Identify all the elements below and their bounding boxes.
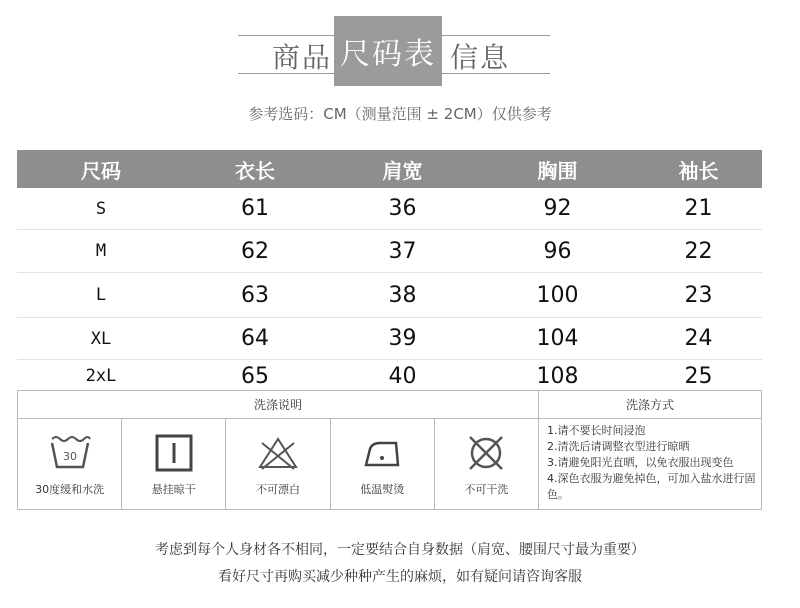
care-notes: [547, 423, 759, 503]
wash-30-icon: [48, 433, 92, 473]
care-instructions-header: 洗涤说明: [18, 391, 539, 419]
care-item-no-dry-clean: [435, 419, 539, 509]
cell-shoulder: 37: [388, 238, 417, 264]
table-row: [17, 188, 762, 230]
cell-length: 61: [241, 196, 269, 221]
care-label: 不可漂白: [256, 483, 300, 496]
cell-length: 65: [241, 363, 269, 389]
cell-shoulder: 39: [388, 326, 417, 351]
no-bleach-icon: [256, 433, 300, 473]
cell-shoulder: 36: [388, 196, 417, 221]
header-chest: 胸围: [537, 158, 578, 183]
care-label: 不可干洗: [464, 483, 509, 496]
cell-length: 64: [241, 326, 269, 351]
footer-note-2: 看好尺寸再购买减少种种产生的麻烦，如有疑问请咨询客服: [218, 569, 582, 585]
care-table: [17, 390, 762, 510]
cell-sleeve: 22: [684, 238, 713, 264]
low-iron-icon: [360, 433, 404, 473]
footer-note-1: 考虑到每个人身材各不相同，一定要结合自身数据（肩宽、腰围尺寸最为重要）: [155, 542, 645, 558]
care-item-no-bleach: [226, 419, 330, 509]
cell-shoulder: 38: [388, 282, 417, 308]
title-right-text: 信息: [450, 41, 511, 74]
cell-length: 63: [241, 282, 269, 308]
care-item-hang-dry: [122, 419, 226, 509]
care-item-wash: [18, 419, 122, 509]
care-note: 2.清洗后请调整衣型进行晾晒: [547, 440, 690, 453]
care-method-header: 洗涤方式: [539, 391, 761, 419]
header-length: 衣长: [235, 158, 275, 183]
title-highlight-text: 尺码表: [340, 37, 436, 72]
cell-size: XL: [90, 328, 112, 349]
header-sleeve: 袖长: [678, 158, 719, 183]
cell-size: S: [95, 198, 107, 219]
care-icons-row: [18, 419, 539, 509]
care-label: 低温熨烫: [360, 483, 405, 496]
cell-sleeve: 24: [684, 326, 713, 351]
size-table: [17, 150, 762, 392]
table-row: [17, 360, 762, 392]
size-table-header: [17, 150, 762, 188]
title-block: [238, 16, 550, 94]
cell-chest: 100: [536, 282, 579, 308]
cell-chest: 108: [536, 363, 579, 389]
cell-size: 2xL: [85, 366, 117, 386]
cell-size: L: [95, 285, 107, 305]
care-note: 1.请不要长时间浸泡: [547, 424, 646, 437]
hang-dry-icon: [154, 433, 194, 473]
wash-temp-badge: 30: [62, 450, 77, 463]
care-label: 悬挂晾干: [151, 483, 196, 496]
cell-chest: 92: [543, 196, 572, 221]
header-size: 尺码: [81, 158, 121, 183]
care-note: 4.深色衣服为避免掉色，可加入盐水进行固色。: [547, 472, 756, 501]
cell-sleeve: 25: [684, 363, 713, 389]
cell-size: M: [95, 241, 107, 261]
table-row: [17, 230, 762, 273]
cell-chest: 96: [543, 238, 572, 264]
cell-sleeve: 23: [684, 282, 713, 308]
cell-length: 62: [241, 238, 269, 264]
cell-sleeve: 21: [684, 196, 713, 221]
no-dry-clean-icon: [466, 433, 506, 473]
subtitle: 参考选码：CM（测量范围 ± 2CM）仅供参考: [248, 105, 552, 123]
cell-chest: 104: [536, 326, 579, 351]
table-row: [17, 318, 762, 360]
care-item-low-iron: [331, 419, 435, 509]
title-left-text: 商品: [272, 41, 333, 74]
cell-shoulder: 40: [388, 363, 417, 389]
header-shoulder: 肩宽: [382, 158, 423, 183]
title-highlight-box: [334, 16, 442, 86]
table-row: [17, 273, 762, 318]
care-label: 30度缓和水洗: [35, 483, 105, 496]
care-note: 3.请避免阳光直晒，以免衣服出现变色: [547, 456, 734, 469]
